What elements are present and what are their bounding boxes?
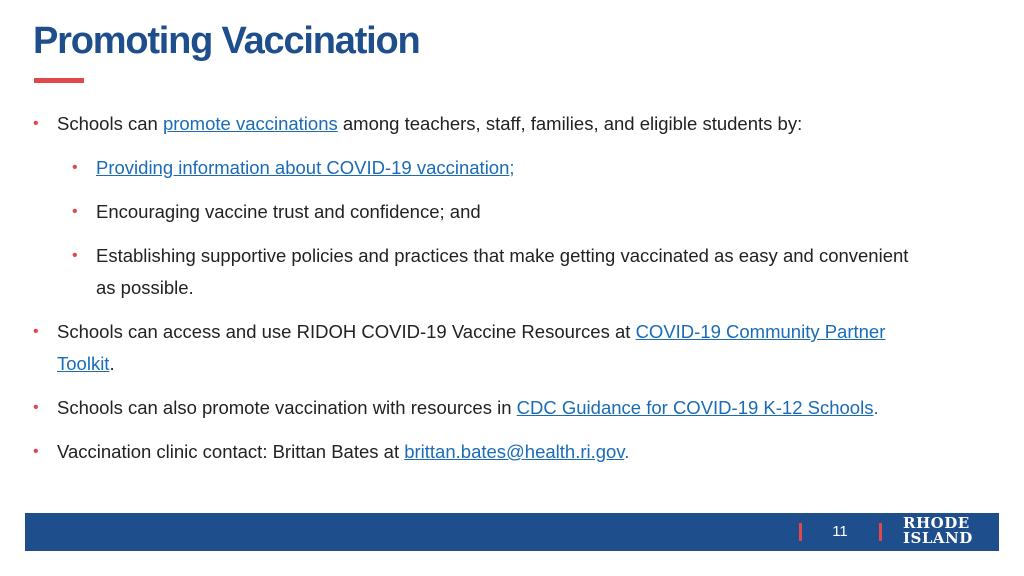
subbullet-providing-information: • Providing information about COVID-19 vaccination; <box>96 152 996 184</box>
bullet-clinic-contact: • Vaccination clinic contact: Brittan Bates at brittan.bates@health.ri.gov. <box>57 436 987 468</box>
link-community-partner-toolkit-cont[interactable]: Toolkit <box>57 353 110 374</box>
link-community-partner-toolkit[interactable]: COVID-19 Community Partner <box>635 321 886 342</box>
rhode-island-logo: RHODE ISLAND <box>903 514 973 547</box>
link-covid-vaccination-info[interactable]: Providing information about COVID-19 vaccination <box>96 157 510 178</box>
link-contact-email[interactable]: brittan.bates@health.ri.gov <box>404 441 625 462</box>
bullet-ridoh-resources: • Schools can access and use RIDOH COVID-19 Vaccine Resources at COVID-19 Community Partner Toolkit. <box>57 316 987 380</box>
footer-separator-left <box>799 523 802 541</box>
subbullet-encouraging-trust: • Encouraging vaccine trust and confidence; and <box>96 196 996 228</box>
bullet-dot: • <box>72 247 78 264</box>
bullet-dot: • <box>33 443 39 460</box>
bullet-dot: • <box>33 323 39 340</box>
footer-bar <box>25 513 999 551</box>
bullet-cdc-guidance: • Schools can also promote vaccination with resources in CDC Guidance for COVID-19 K-12 Schools. <box>57 392 987 424</box>
footer-separator-right <box>879 523 882 541</box>
bullet-dot: • <box>72 159 78 176</box>
title-underline-accent <box>34 78 84 83</box>
link-promote-vaccinations[interactable]: promote vaccinations <box>162 113 338 134</box>
page-number: 11 <box>832 523 848 540</box>
bullet-dot: • <box>72 203 78 220</box>
subbullet-establishing-policies: • Establishing supportive policies and practices that make getting vaccinated as easy and convenient as possible. <box>96 240 996 304</box>
bullet-dot: • <box>33 399 39 416</box>
slide-title: Promoting Vaccination <box>33 20 420 62</box>
link-cdc-guidance[interactable]: CDC Guidance for COVID-19 K-12 Schools <box>516 397 874 418</box>
bullet-promote-vaccinations: • Schools can promote vaccinations among teachers, staff, families, and eligible students by: <box>57 108 987 140</box>
bullet-dot: • <box>33 115 39 132</box>
